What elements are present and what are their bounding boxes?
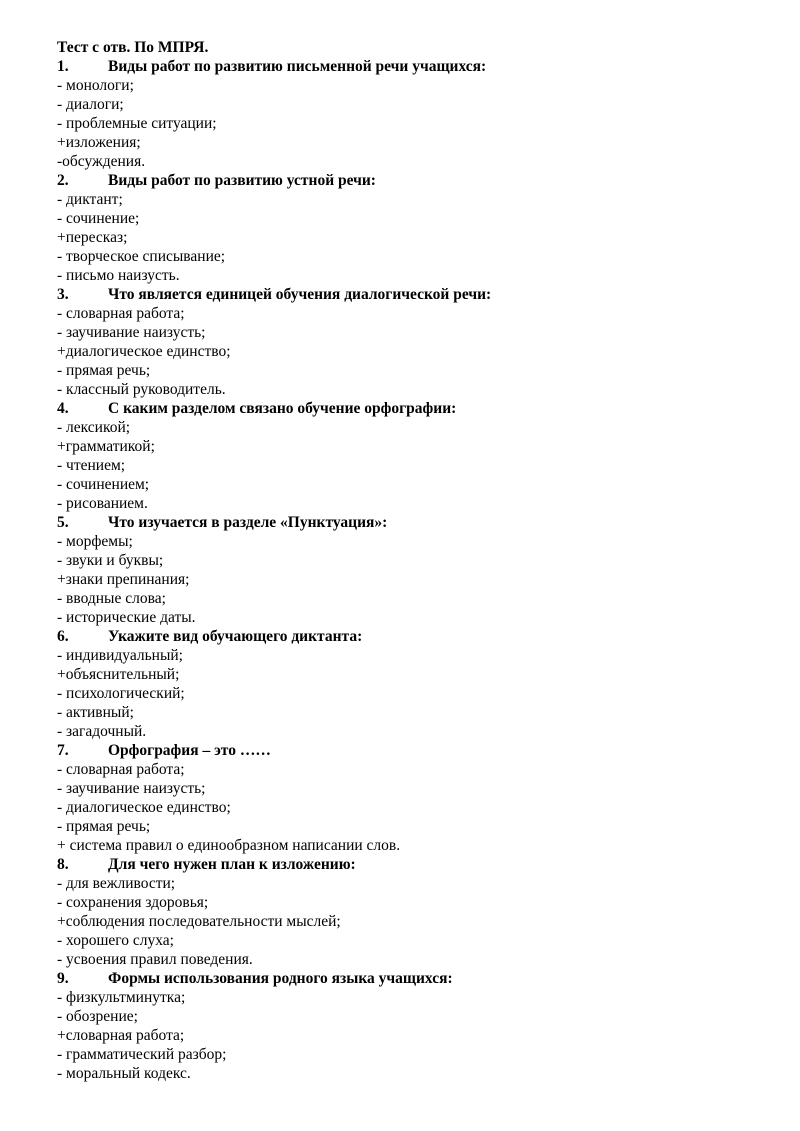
answer-option: - моральный кодекс. <box>57 1065 191 1082</box>
answer-option: - лексикой; <box>57 419 131 436</box>
answer-option: -обсуждения. <box>57 153 146 170</box>
question-heading <box>57 855 740 874</box>
answer-option: - психологический; <box>57 685 185 702</box>
answer-option: - грамматический разбор; <box>57 1046 227 1063</box>
answer-option: +изложения; <box>57 134 141 151</box>
question-number: 2. <box>57 172 69 189</box>
answer-option: +объяснительный; <box>57 666 180 683</box>
question-heading <box>57 741 740 760</box>
answer-option: - хорошего слуха; <box>57 932 174 949</box>
answer-option: - морфемы; <box>57 533 133 550</box>
question-heading <box>57 57 740 76</box>
answer-option: - творческое списывание; <box>57 248 226 265</box>
question-heading <box>57 627 740 646</box>
question-text: Для чего нужен план к изложению: <box>108 856 356 873</box>
questions-list <box>57 57 740 1083</box>
answer-option: - звуки и буквы; <box>57 552 164 569</box>
answer-option: - заучивание наизусть; <box>57 324 206 341</box>
answer-option: +знаки препинания; <box>57 571 190 588</box>
answer-option: - письмо наизусть. <box>57 267 180 284</box>
question-heading <box>57 513 740 532</box>
answer-option: - обозрение; <box>57 1008 138 1025</box>
answer-option: - для вежливости; <box>57 875 176 892</box>
answer-option: - проблемные ситуации; <box>57 115 217 132</box>
answer-option: - словарная работа; <box>57 761 185 778</box>
question-number: 3. <box>57 286 69 303</box>
answer-option: - сочинением; <box>57 476 150 493</box>
question-heading <box>57 969 740 988</box>
answer-option: - физкультминутка; <box>57 989 186 1006</box>
answer-option: - исторические даты. <box>57 609 196 626</box>
answer-option: - сочинение; <box>57 210 140 227</box>
answer-option: - сохранения здоровья; <box>57 894 209 911</box>
answer-option: +пересказ; <box>57 229 128 246</box>
question-number: 8. <box>57 856 69 873</box>
answer-option: - чтением; <box>57 457 126 474</box>
question-heading <box>57 171 740 190</box>
answer-option: - диалоги; <box>57 96 124 113</box>
question-text: Виды работ по развитию устной речи: <box>108 172 376 189</box>
answer-option: - вводные слова; <box>57 590 166 607</box>
question-text: С каким разделом связано обучение орфографии: <box>108 400 457 417</box>
answer-option: + система правил о единообразном написании слов. <box>57 837 401 854</box>
answer-option: +грамматикой; <box>57 438 155 455</box>
question-number: 5. <box>57 514 69 531</box>
answer-option: - диалогическое единство; <box>57 799 231 816</box>
question-text: Орфография – это …… <box>108 742 271 759</box>
answer-option: - классный руководитель. <box>57 381 226 398</box>
answer-option: - диктант; <box>57 191 123 208</box>
document-title: Тест с отв. По МПРЯ. <box>57 39 209 56</box>
question-heading <box>57 399 740 418</box>
answer-option: - загадочный. <box>57 723 147 740</box>
question-text: Что является единицей обучения диалогической речи: <box>108 286 492 303</box>
question-text: Виды работ по развитию письменной речи учащихся: <box>108 58 487 75</box>
answer-option: - словарная работа; <box>57 305 185 322</box>
question-number: 9. <box>57 970 69 987</box>
question-number: 7. <box>57 742 69 759</box>
answer-option: +соблюдения последовательности мыслей; <box>57 913 341 930</box>
answer-option: +диалогическое единство; <box>57 343 231 360</box>
question-text: Укажите вид обучающего диктанта: <box>108 628 363 645</box>
answer-option: - заучивание наизусть; <box>57 780 206 797</box>
answer-option: - индивидуальный; <box>57 647 183 664</box>
question-text: Формы использования родного языка учащихся: <box>108 970 453 987</box>
answer-option: - прямая речь; <box>57 362 151 379</box>
question-text: Что изучается в разделе «Пунктуация»: <box>108 514 388 531</box>
question-number: 6. <box>57 628 69 645</box>
question-number: 1. <box>57 58 69 75</box>
answer-option: - прямая речь; <box>57 818 151 835</box>
answer-option: +словарная работа; <box>57 1027 185 1044</box>
question-heading <box>57 285 740 304</box>
question-number: 4. <box>57 400 69 417</box>
answer-option: - монологи; <box>57 77 134 94</box>
answer-option: - усвоения правил поведения. <box>57 951 253 968</box>
answer-option: - активный; <box>57 704 134 721</box>
answer-option: - рисованием. <box>57 495 148 512</box>
